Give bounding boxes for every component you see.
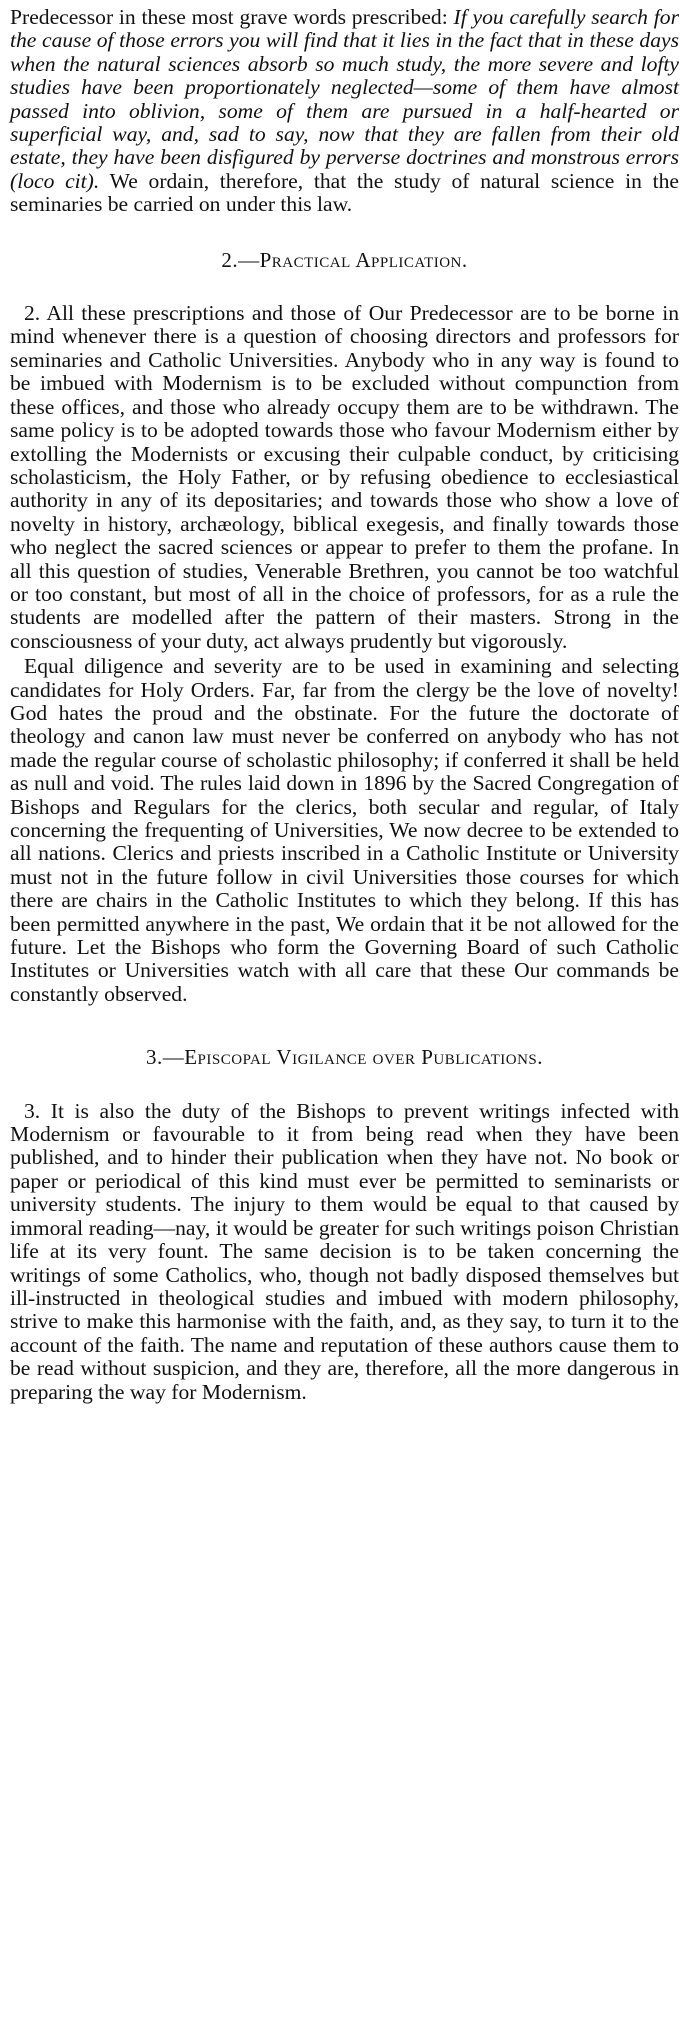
section-heading-practical-application: 2.—Practical Application. xyxy=(221,247,468,272)
intro-quote: If you carefully search for the cause of those errors you will find that it lies in the fact that in these days when the natural sciences absorb so much study, the more severe and lofty studies have been proportionately neglected—some of them have almost passed into oblivion, some of them are pursued in a half-hearted or superficial way, and, sad to say, now that they are fallen from their old estate, they have been disfigured by perverse doctrines and monstrous errors (loco cit). xyxy=(10,5,679,193)
intro-lead: Predecessor in these most grave words prescribed: xyxy=(10,5,448,29)
paragraph-section-2-b: Equal diligence and severity are to be used in examining and selecting candidates for Holy Orders. Far, far from the clergy be the love of novelty! God hates the proud and the obstinate. For the future the doctorate of theology and canon law must never be conferred on anybody who has not made the regular course of scholastic philosophy; if conferred it shall be held as null and void. The rules laid down in 1896 by the Sacred Congregation of Bishops and Regulars for the clerics, both secular and regular, of Italy concerning the frequenting of Universities, We now decree to be extended to all nations. Clerics and priests inscribed in a Catholic Institute or University must not in the future follow in civil Universities those courses for which there are chairs in the Catholic Institutes to which they belong. If this has been permitted anywhere in the past, We ordain that it be not allowed for the future. Let the Bishops who form the Governing Board of such Catholic Institutes or Universities watch with all care that these Our commands be constantly observed. xyxy=(10,654,679,1006)
paragraph-section-2-a: 2. All these prescriptions and those of Our Predecessor are to be borne in mind whenever there is a question of choosing directors and professors for seminaries and Catholic Universities. Anybody who in any way is found to be imbued with Modernism is to be excluded without compunction from these offices, and those who already occupy them are to be withdrawn. The same policy is to be adopted towards those who favour Modernism either by extolling the Modernists or excusing their culpable conduct, by criticising scholasticism, the Holy Father, or by refusing obedience to ecclesiastical authority in any of its depositaries; and towards those who show a love of novelty in history, archæology, biblical exegesis, and finally towards those who neglect the sacred sciences or appear to prefer to them the profane. In all this question of studies, Venerable Brethren, you cannot be too watchful or too constant, but most of all in the choice of professors, for as a rule the students are modelled after the pattern of their masters. Strong in the consciousness of your duty, act always prudently but vigorously. xyxy=(10,301,679,653)
intro-paragraph xyxy=(10,6,679,217)
paragraph-section-3-a: 3. It is also the duty of the Bishops to prevent writings infected with Modernism or favourable to it from being read when they have been published, and to hinder their publication when they have not. No book or paper or periodical of this kind must ever be permitted to seminarists or university students. The injury to them would be equal to that caused by immoral reading—nay, it would be greater for such writings poison Christian life at its very fount. The same decision is to be taken concerning the writings of some Catholics, who, though not badly disposed themselves but ill-instructed in theological studies and imbued with modern philosophy, strive to make this harmonise with the faith, and, as they say, to turn it to the account of the faith. The name and reputation of these authors cause them to be read without suspicion, and they are, therefore, all the more dangerous in preparing the way for Modernism. xyxy=(10,1098,679,1404)
section-heading-episcopal-vigilance: 3.—Episcopal Vigilance over Publications. xyxy=(145,1045,543,1070)
intro-tail: We ordain, therefore, that the study of natural science in the seminaries be carried on under this law. xyxy=(10,168,679,217)
